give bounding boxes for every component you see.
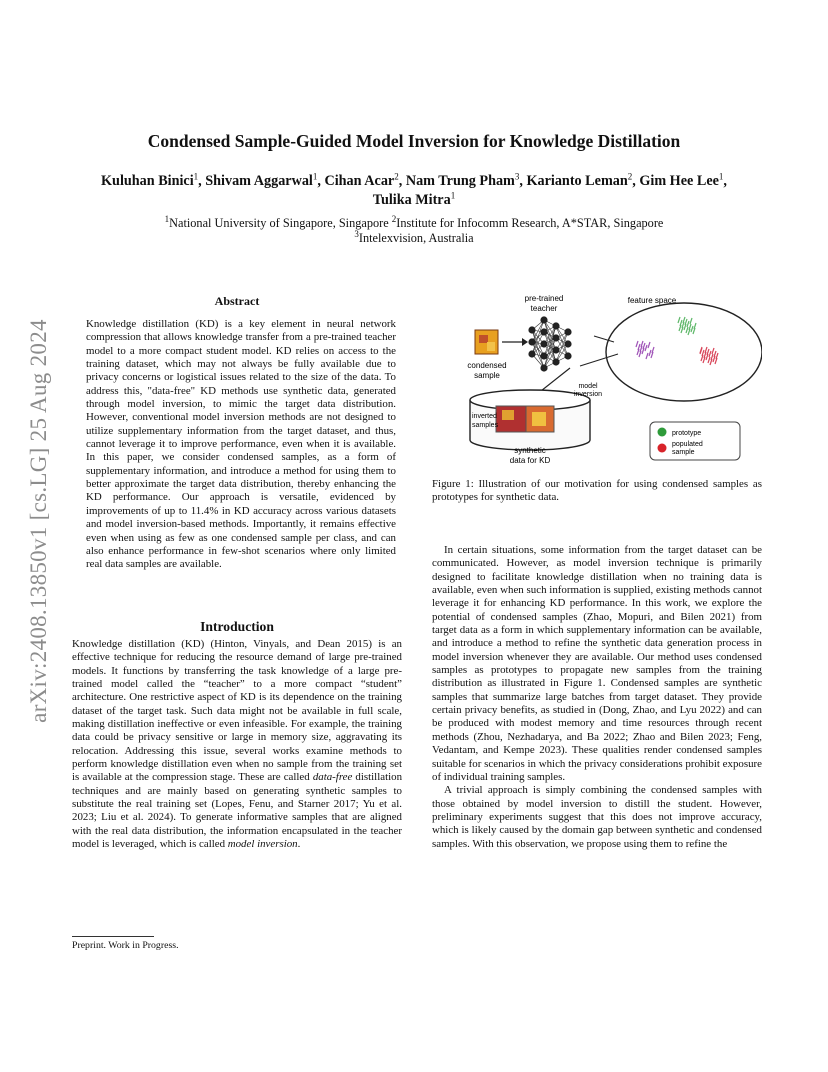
synthetic-label: synthetic <box>514 446 546 455</box>
intro-text-1: Knowledge distillation (KD) (Hinton, Vinyals, and Dean 2015) is an effective technique for reducing the resource demand of large pre-trained models. It functions by transferring the task knowledge of a large pre-trained model called the “teacher” to a more compact “student” architecture. One restrictive aspect of KD is its dependence on the training dataset of the target task. Such data might not be available in full scale, making distillation ineffective or even infeasible. For example, the training data could be privacy sensitive or large in memory size, aggravating its relocation. Addressing this issue, several works examine methods to perform knowledge distillation even when no sample from the training set is available at the compression stage. These are called <box>72 638 402 784</box>
paragraph-trivial-approach: A trivial approach is simply combining the condensed samples with those obtained by model inversion to distill the student. However, preliminary experiments suggest that this does not improve accuracy, which is likely caused by the domain gap between synthetic and condensed samples. With this observation, we propose using them to refine the <box>432 784 762 850</box>
green-cluster-mark <box>678 317 680 323</box>
author-affil-sup: 2 <box>627 171 633 182</box>
condensed-sample-image-detail <box>479 335 488 343</box>
affiliations <box>86 213 742 246</box>
legend-populated-label: populated <box>672 441 703 448</box>
network-node <box>564 328 571 335</box>
purple-cluster-mark <box>645 345 647 351</box>
network-node <box>528 326 535 333</box>
paragraph-condensed-samples: In certain situations, some information from the target dataset can be communicated. However, as model inversion technique is primarily designed to facilitate knowledge distillation when no training data is available, even when such information is supplied, existing methods cannot leverage it for enhancing KD performance. In this work, we explore the potential of condensed samples (Zhao, Mopuri, and Bilen 2021) from target data as a form in which supplementary information can be available, and introduce a method to refine the synthetic data generation process in model inversion whenever they are available. Our method uses condensed samples as prototypes to propagate new samples from the training distribution as illustrated in Figure 1. Condensed samples are synthetic samples that summarize large batches from target dataset. They provide certain privacy benefits, as studied in (Dong, Zhao, and Lyu 2022) and can be produced with modest memory and time resources through recent methods (Zhou, Nezhadarya, and Ba 2022; Zhao and Bilen 2023; Feng, Vedantam, and Kempe 2023). These qualities render condensed samples suitable for scenarios in which the privacy considerations prohibit exposure of individual training samples. <box>432 544 762 783</box>
introduction-body <box>72 638 402 852</box>
author-name: Cihan Acar <box>324 173 395 189</box>
abstract-body <box>86 318 396 572</box>
inverted-label: inverted <box>472 413 497 420</box>
figure-caption-text: Figure 1: Illustration of our motivation for using condensed samples as prototypes for synthetic data. <box>432 478 762 504</box>
inverted-sample-image-detail <box>502 410 514 420</box>
model-inversion-label: model <box>578 383 598 390</box>
intro-emphasis-model-inversion: model inversion <box>227 838 298 851</box>
teacher-label: teacher <box>530 304 558 313</box>
affil-sup: 3 <box>354 228 359 239</box>
feature-clusters <box>636 317 718 365</box>
author-name: Nam Trung Pham <box>405 173 515 189</box>
author-name: Tulika Mitra <box>372 192 451 208</box>
condensed-sample-image-detail <box>487 342 495 351</box>
author-name: Shivam Aggarwal <box>205 173 313 189</box>
network-node <box>540 340 547 347</box>
author-affil-sup: 1 <box>450 190 456 201</box>
green-cluster-mark <box>687 321 689 327</box>
intro-emphasis-data-free: data-free <box>312 771 353 784</box>
affiliation-nus: National University of Singapore, Singapore <box>169 216 392 230</box>
network-node <box>528 350 535 357</box>
network-node <box>528 338 535 345</box>
right-column-body <box>432 544 762 851</box>
red-cluster-mark <box>708 357 710 363</box>
affil-sup: 1 <box>164 213 170 224</box>
red-cluster-mark <box>709 351 711 357</box>
footnote: Preprint. Work in Progress. <box>72 940 179 951</box>
green-cluster-mark <box>691 326 693 332</box>
purple-cluster-mark <box>636 341 638 347</box>
network-node <box>552 346 559 353</box>
network-node <box>540 316 547 323</box>
author-affil-sup: 3 <box>514 171 520 182</box>
feature-space-label: feature space <box>627 296 677 305</box>
footnote-rule <box>72 936 154 937</box>
network-node <box>540 352 547 359</box>
author-name: Gim Hee Lee <box>639 173 719 189</box>
legend-populated-label: sample <box>672 449 695 456</box>
author-affil-sup: 1 <box>193 171 199 182</box>
populated-legend-dot <box>658 444 667 453</box>
projection-line <box>594 336 614 342</box>
figure-1 <box>432 292 762 470</box>
network-node <box>552 322 559 329</box>
network-node <box>540 364 547 371</box>
network-node <box>552 358 559 365</box>
synthetic-label: data for KD <box>509 456 551 465</box>
arrow-head <box>522 338 528 346</box>
prototype-legend-dot <box>658 428 667 437</box>
network-node <box>564 340 571 347</box>
figure-caption <box>432 478 762 505</box>
feature-space-ellipse <box>606 303 762 401</box>
abstract-text: Knowledge distillation (KD) is a key element in neural network compression that allows knowledge transfer from a pre-trained teacher model to a more compact student model. KD relies on access to the training dataset, which may not always be fully available due to privacy concerns or logistical issues related to the size of the data. To address this, "data-free" KD methods use synthetic data, generated through model inversion, to mimic the target data distribution. However, conventional model inversion methods are not designed to utilize supplementary information from the target dataset, and thus, cannot leverage it to improve performance, even when it is available. In this paper, we consider condensed samples, as a form of supplementary information, and introduce a method for using them to better approximate the target data distribution, thereby enhancing the KD performance. Our approach is versatile, evidenced by improvements of up to 11.4% in KD accuracy across various datasets and model inversion-based methods. Importantly, it remains effective even when using as few as one condensed sample per class, and can also enhance performance in few-shot scenarios where only limited real data samples are available. <box>86 318 396 571</box>
network-node <box>564 352 571 359</box>
teacher-label: pre-trained <box>524 294 564 303</box>
figure-illustration <box>432 292 762 470</box>
arxiv-identifier: arXiv:2408.13850v1 [cs.LG] 25 Aug 2024 <box>26 319 51 723</box>
author-name: Kuluhan Binici <box>101 173 194 189</box>
projection-line <box>580 354 618 366</box>
condensed-label: condensed <box>467 361 507 370</box>
author-affil-sup: 1 <box>312 171 318 182</box>
intro-text-3: . <box>297 838 301 851</box>
green-cluster-mark <box>690 318 692 324</box>
author-affil-sup: 1 <box>718 171 724 182</box>
purple-cluster-mark <box>649 350 651 356</box>
author-list: Kuluhan Binici$^1$, Shivam Aggarwal$^1$, Cihan Acar$^2$, Nam Trung Pham$^3$, Karianto Leman$^2$, Gim Hee Lee$^1$, Tulika Mitra$^1$ <box>101 171 727 208</box>
inverted-sample-image-detail <box>532 412 546 426</box>
intro-paragraph <box>72 638 402 852</box>
red-cluster-mark <box>712 348 714 354</box>
introduction-heading: Introduction <box>200 619 274 634</box>
affiliation-i2r: Institute for Infocomm Research, A*STAR, Singapore <box>396 216 664 230</box>
purple-cluster-mark <box>648 342 650 348</box>
inverted-label: samples <box>472 422 499 429</box>
paper-title: Condensed Sample-Guided Model Inversion for Knowledge Distillation <box>147 131 681 151</box>
network-node <box>540 328 547 335</box>
purple-cluster-mark <box>646 353 648 359</box>
intro-text-2: distillation techniques and are mainly based on generating synthetic samples to substitute the real training set (Lopes, Fenu, and Starner 2017; Yu et al. 2023; Liu et al. 2024). To generate informative samples that are aligned with the real data distribution, the information encapsulated in the teacher model is leveraged, which is called <box>72 771 403 851</box>
teacher-network-icon <box>528 316 571 371</box>
arxiv-sidebar <box>22 288 56 754</box>
network-node <box>552 334 559 341</box>
model-inversion-label: inversion <box>573 391 603 398</box>
legend-prototype-label: prototype <box>672 430 702 437</box>
author-name: Karianto Leman <box>526 173 628 189</box>
author-affil-sup: 2 <box>394 171 399 182</box>
condensed-label: sample <box>474 371 500 380</box>
abstract-heading: Abstract <box>214 294 260 308</box>
green-cluster-mark <box>686 327 688 333</box>
affil-sup: 2 <box>391 213 397 224</box>
affiliation-intelexvision: Intelexvision, Australia <box>358 231 474 245</box>
